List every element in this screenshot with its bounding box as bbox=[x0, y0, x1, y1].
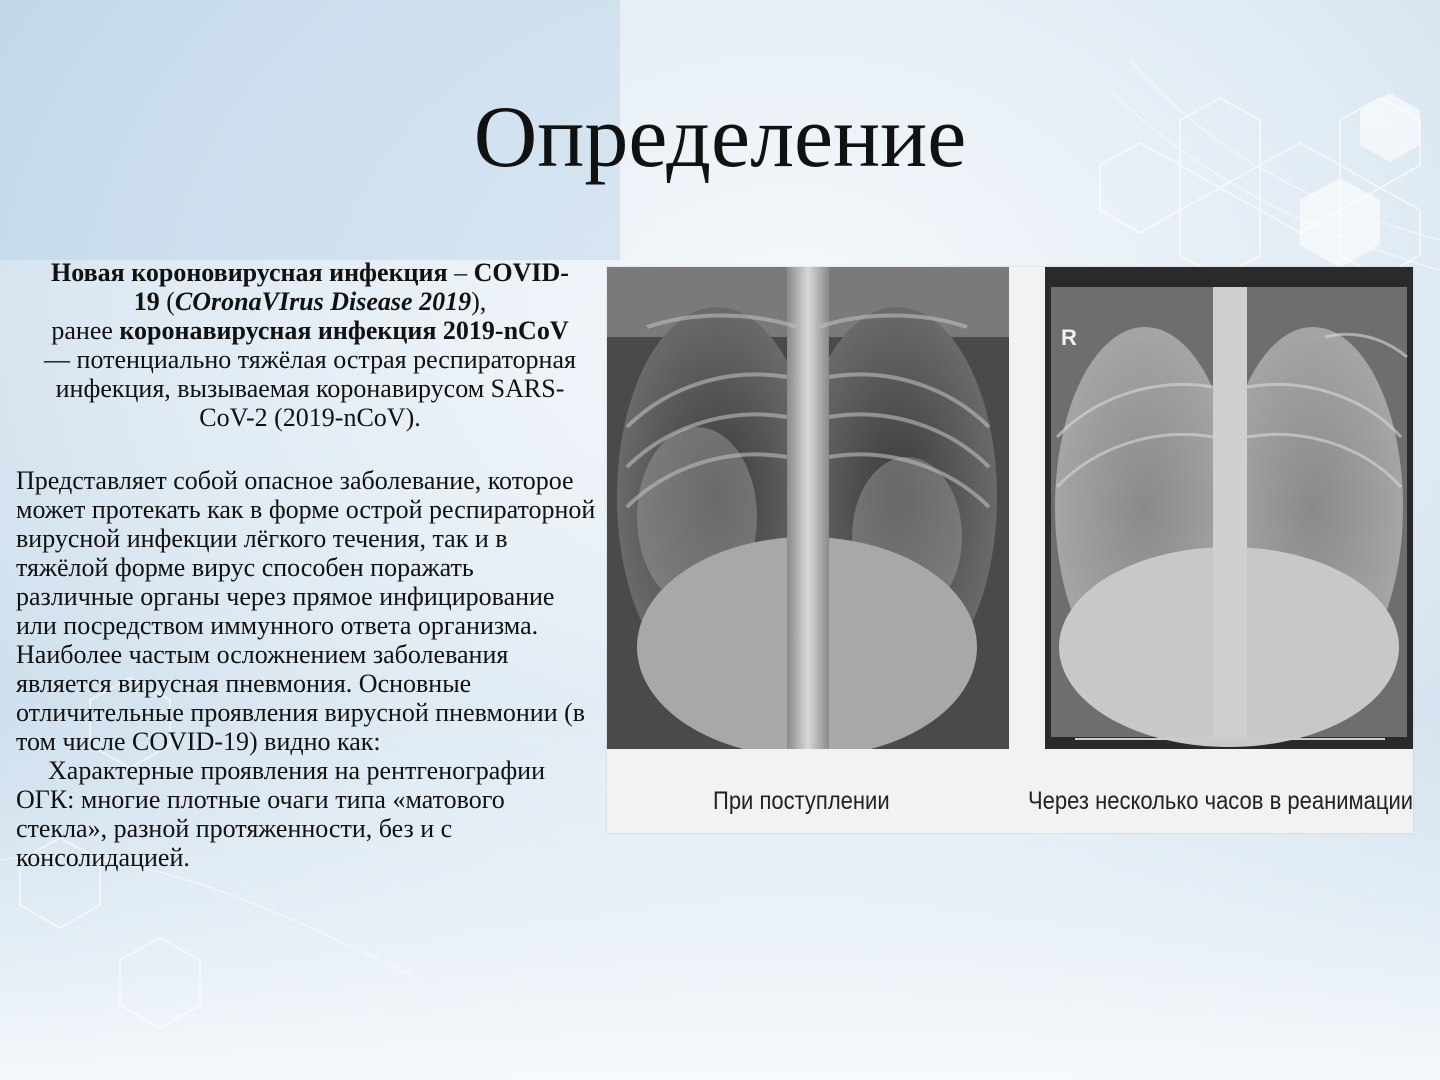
body-text bbox=[16, 466, 596, 872]
paren-open: ( bbox=[159, 287, 175, 316]
body-paragraph-2: Характерные проявления на рентгенографии ОГК: многие плотные очаги типа «матового стекла», разной протяженности, без и с консолидацией. bbox=[16, 756, 546, 872]
definition-description: — потенциально тяжёлая острая респираторная инфекция, вызываемая коронавирусом SARS-CoV-2 (2019-nCoV). bbox=[44, 345, 576, 432]
xray-image-icu bbox=[1045, 267, 1413, 749]
previously-label: ранее bbox=[51, 316, 120, 345]
slide-title: Определение bbox=[473, 89, 967, 186]
body-paragraph-1: Представляет собой опасное заболевание, которое может протекать как в форме острой респираторной вирусной инфекции лёгкого течения, так и в тяжёлой форме вирус способен поражать различные органы через прямое инфицирование или посредством иммунного ответа организма. Наиболее частым осложнением заболевания является вирусная пневмония. Основные отличительные проявления вирусной пневмонии (в том числе COVID-19) видно как: bbox=[16, 466, 596, 756]
caption-admission: При поступлении bbox=[713, 787, 890, 815]
xray-image-admission bbox=[607, 267, 1009, 749]
term-old-name: коронавирусная инфекция 2019-nCoV bbox=[119, 316, 569, 345]
right-side-marker: R bbox=[1061, 325, 1077, 350]
xray-comparison-figure bbox=[607, 267, 1413, 833]
acronym-expansion: COronaVIrus Disease 2019 bbox=[174, 287, 472, 316]
definition-paragraph bbox=[40, 258, 580, 432]
caption-icu: Через несколько часов в реанимации bbox=[1028, 787, 1414, 815]
term-covid-19: COVID-19 bbox=[133, 258, 569, 316]
paren-close: ), bbox=[471, 287, 487, 316]
dash: – bbox=[447, 258, 474, 287]
term-covid-infection: Новая короновирусная инфекция bbox=[51, 258, 448, 287]
